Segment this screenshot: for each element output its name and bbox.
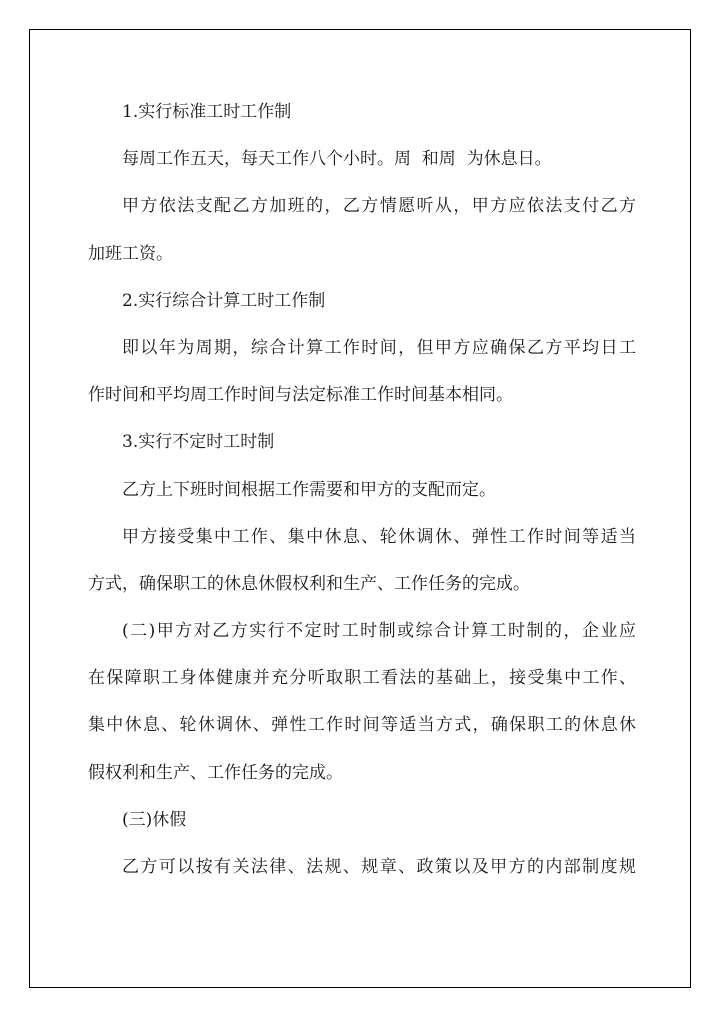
paragraph-line: 加班工资。	[88, 243, 173, 264]
heading-comprehensive-hours: 2.实行综合计算工时工作制	[122, 290, 326, 311]
heading-flexible-hours: 3.实行不定时工时制	[122, 432, 275, 453]
heading-standard-hours: 1.实行标准工时工作制	[122, 102, 292, 122]
paragraph-line: 作时间和平均周工作时间与法定标准工作时间基本相同。	[88, 385, 513, 406]
paragraph-line: 即以年为周期，综合计算工作时间，但甲方应确保乙方平均日工	[122, 337, 636, 358]
heading-vacation: (三)休假	[122, 809, 187, 830]
paragraph-line: 甲方接受集中工作、集中休息、轮休调休、弹性工作时间等适当	[122, 526, 636, 547]
paragraph-line: 在保障职工身体健康并充分听取职工看法的基础上，接受集中工作、	[88, 668, 636, 689]
paragraph-line: 乙方可以按有关法律、法规、规章、政策以及甲方的内部制度规	[122, 857, 636, 877]
paragraph-line: 集中休息、轮休调休、弹性工作时间等适当方式，确保职工的休息休	[88, 715, 636, 736]
paragraph-line: 假权利和生产、工作任务的完成。	[88, 762, 343, 783]
paragraph-line: 方式，确保职工的休息休假权利和生产、工作任务的完成。	[88, 573, 530, 594]
paragraph-line: 甲方依法支配乙方加班的，乙方情愿听从，甲方应依法支付乙方	[122, 196, 636, 217]
paragraph-line: 每周工作五天，每天工作八个小时。周 和周 为休息日。	[122, 149, 552, 170]
paragraph-line: (二)甲方对乙方实行不定时工时制或综合计算工时制的，企业应	[122, 621, 636, 642]
paragraph-line: 乙方上下班时间根据工作需要和甲方的支配而定。	[122, 479, 496, 500]
document-body	[88, 92, 636, 894]
